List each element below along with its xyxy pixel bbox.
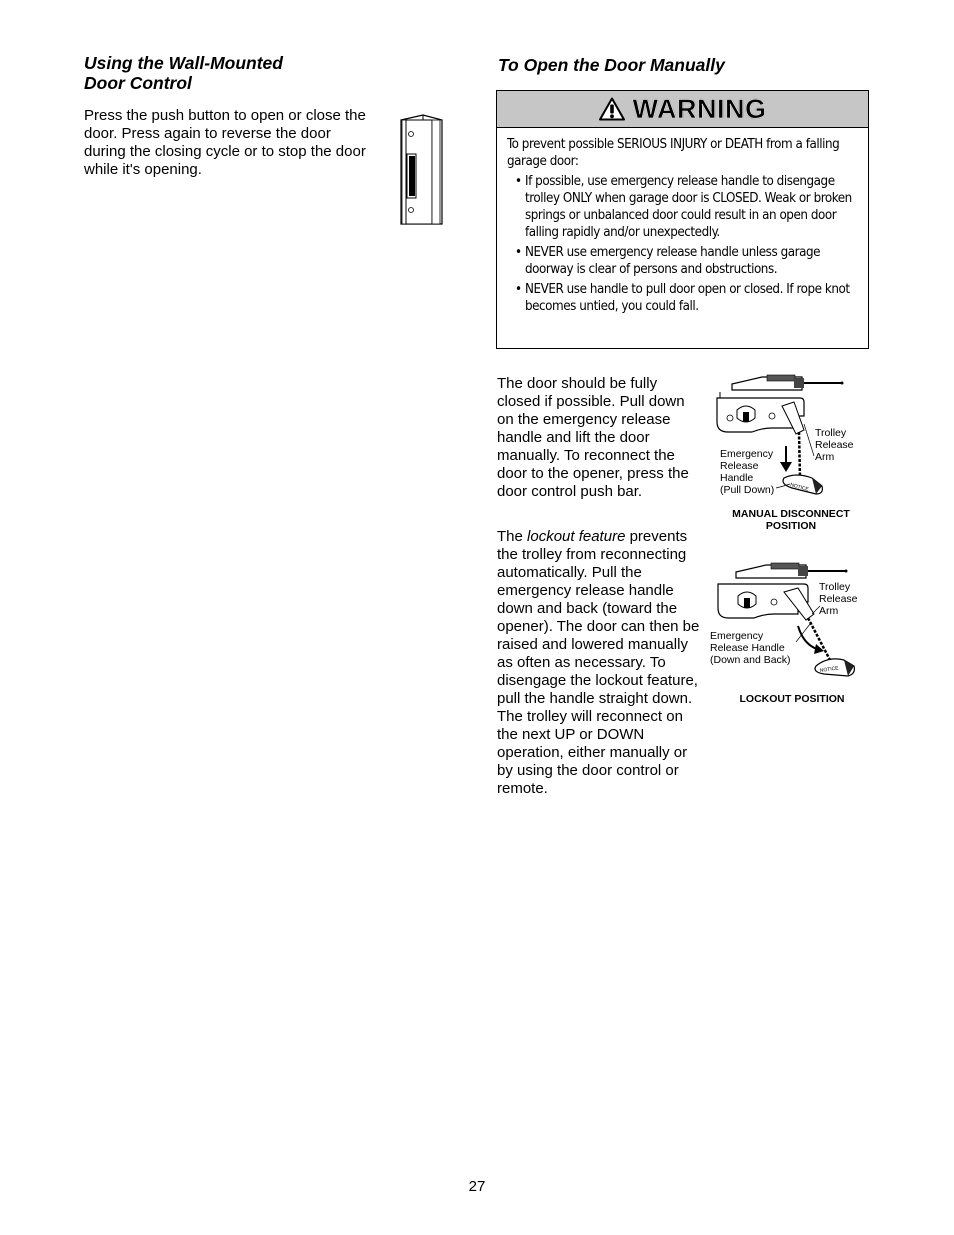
label-line: Trolley bbox=[819, 581, 851, 593]
warning-box bbox=[496, 90, 869, 349]
figure1-caption bbox=[718, 508, 864, 532]
open-door-manually-heading: To Open the Door Manually bbox=[498, 55, 725, 75]
page-number: 27 bbox=[468, 1178, 486, 1195]
wall-control-paragraph: Press the push button to open or close the door. Press again to reverse the door during the closing cycle or to stop the door while it's opening. bbox=[84, 107, 366, 178]
lockout-rest: prevents the trolley from reconnecting automatically. Pull the emergency release handle down and back (toward the opener). The door can then be raised and lowered manually as often as necessary. To disengage the lockout feature, pull the handle straight down. The trolley will reconnect on the next UP or DOWN operation, either manually or by using the door control or remote. bbox=[497, 528, 700, 797]
wall-door-control-illustration bbox=[398, 112, 446, 228]
lockout-paragraph bbox=[497, 528, 703, 798]
warning-header bbox=[497, 91, 868, 128]
label-line: Emergency bbox=[710, 630, 764, 642]
handle-notice-text: NOTICE bbox=[789, 482, 810, 493]
label-line: Arm bbox=[815, 451, 835, 463]
caption-line: MANUAL DISCONNECT bbox=[732, 508, 850, 520]
label-line: Release Handle bbox=[710, 642, 785, 654]
label-line: (Down and Back) bbox=[710, 654, 791, 666]
label-line: Release bbox=[819, 593, 858, 605]
lockout-feature-term: lockout feature bbox=[527, 528, 626, 545]
warning-list bbox=[507, 173, 858, 315]
figure2-handle-label bbox=[710, 630, 791, 666]
label-line: Emergency bbox=[720, 448, 774, 460]
figure1-trolley-label bbox=[815, 427, 854, 463]
warning-triangle-icon bbox=[599, 97, 625, 121]
figure2-caption: LOCKOUT POSITION bbox=[739, 693, 845, 705]
label-line: (Pull Down) bbox=[720, 484, 775, 496]
left-section-heading bbox=[84, 53, 384, 93]
figure1-handle-label bbox=[720, 448, 774, 496]
warning-intro: To prevent possible SERIOUS INJURY or DEATH from a falling garage door: bbox=[507, 137, 840, 169]
warning-title: WARNING bbox=[632, 93, 767, 124]
left-heading-line2: Door Control bbox=[84, 73, 192, 93]
label-line: Arm bbox=[819, 605, 839, 617]
lockout-prefix: The bbox=[497, 528, 528, 545]
manual-disconnect-paragraph: The door should be fully closed if possible. Pull down on the emergency release handle and lift the door manually. To reconnect the door to the opener, press the door control push bar. bbox=[497, 375, 689, 500]
handle-notice-text: NOTICE bbox=[819, 665, 839, 674]
warning-bullet: • If possible, use emergency release handle to disengage trolley ONLY when garage door is CLOSED. Weak or broken springs or unbalanced door could result in an open door falling rapidly and/or unexpectedly. bbox=[525, 173, 858, 241]
label-line: Handle bbox=[720, 472, 754, 484]
caption-line: POSITION bbox=[765, 520, 817, 532]
label-line: Release bbox=[720, 460, 759, 472]
label-line: Release bbox=[815, 439, 854, 451]
label-line: Trolley bbox=[815, 427, 847, 439]
warning-bullet: • NEVER use emergency release handle unless garage doorway is clear of persons and obstructions. bbox=[525, 244, 858, 278]
figure2-trolley-label bbox=[819, 581, 858, 617]
left-heading-line1: Using the Wall-Mounted bbox=[84, 53, 283, 73]
warning-bullet: • NEVER use handle to pull door open or closed. If rope knot becomes untied, you could fall. bbox=[525, 281, 858, 315]
warning-body bbox=[497, 128, 868, 330]
